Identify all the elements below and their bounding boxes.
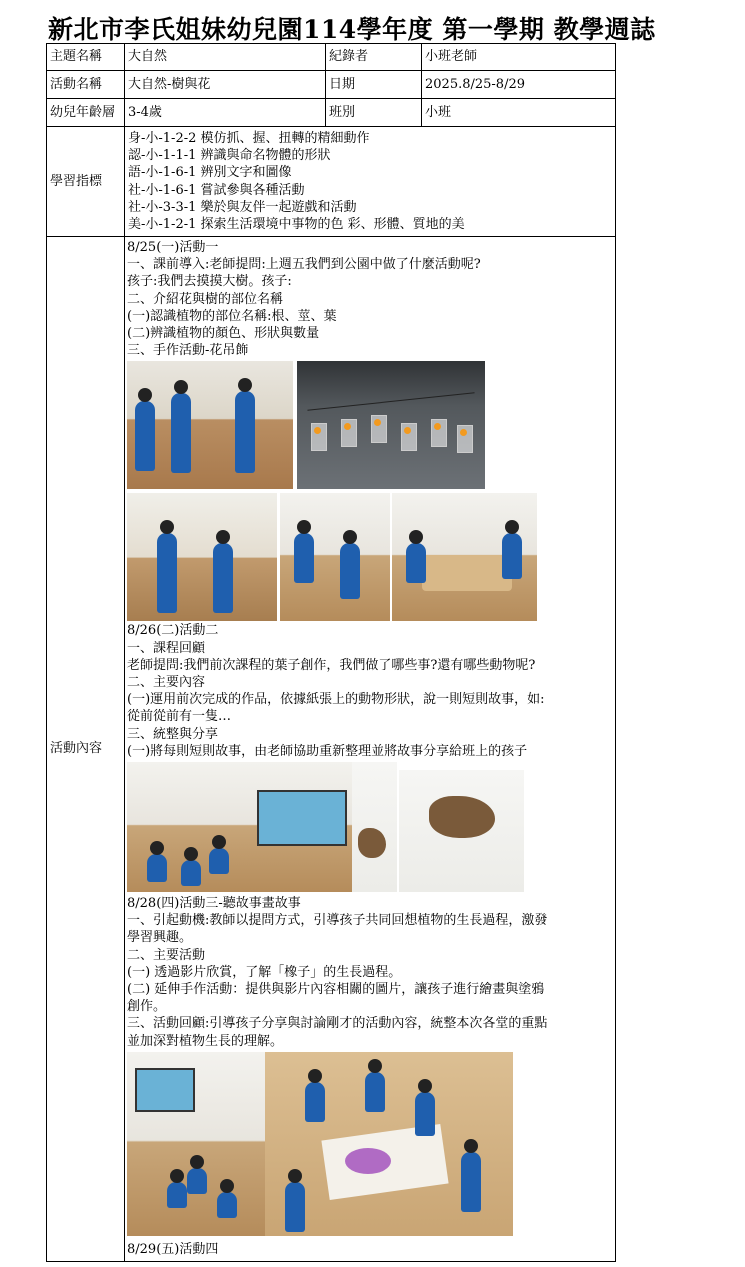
activity1-line: 一、課前導入:老師提問:上週五我們到公園中做了什麼活動呢? [127,257,481,273]
theme-value: 大自然 [125,44,326,71]
activity3-line: 並加深對植物生長的理解。 [127,1033,284,1049]
activity2-line: (一)將每則短則故事，由老師協助重新整理並將故事分享給班上的孩子 [127,743,528,759]
indicators-list [125,127,616,237]
indicator-item: 社-小-3-3-1 樂於與友伴一起遊戲和活動 [128,199,357,215]
activity1-line: (一)認識植物的部位名稱:根、莖、葉 [127,308,337,324]
activity3-line: 一、引起動機:教師以提問方式，引導孩子共同回想植物的生長過程，激發 [127,913,548,929]
age-label: 幼兒年齡層 [47,99,125,127]
indicator-item: 社-小-1-6-1 嘗試參與各種活動 [128,182,305,198]
activity2-line: 三、統整與分享 [127,726,219,742]
children-sitting-floor-photo [280,493,390,621]
leaf-art-paper-photo [352,762,397,892]
indicator-item: 語-小-1-6-1 辨別文字和圖像 [128,165,292,181]
age-value: 3-4歲 [125,99,326,127]
children-at-table-photo [392,493,537,621]
activity3-line: (一) 透過影片欣賞，了解「橡子」的生長過程。 [127,964,402,980]
activity2-line: 老師提問:我們前次課程的葉子創作，我們做了哪些事?還有哪些動物呢? [127,657,536,673]
activity2-photos [127,762,613,894]
activity1-line: 孩子:我們去摸摸大樹。孩子: [127,274,292,290]
activity1-photos [127,361,613,621]
content-cell [125,237,616,1262]
activity1-line: 二、介紹花與樹的部位名稱 [127,291,284,307]
activity3-line: 學習興趣。 [127,930,193,946]
activity3-line: 8/28(四)活動三-聽故事畫故事 [127,896,301,912]
class-label: 班別 [326,99,422,127]
activity2-line: 二、主要內容 [127,675,206,691]
indicator-item: 美-小-1-2-1 探索生活環境中事物的色 彩、形體、質地的美 [128,217,465,233]
activity1-line: 8/25(一)活動一 [127,240,219,255]
content-label: 活動內容 [47,237,125,1262]
page-title: 新北市李氏姐妹幼兒園114學年度 第一學期 教學週誌 [48,15,656,44]
activity1-line: (二)辨識植物的顏色、形狀與數量 [127,326,320,342]
activity-label: 活動名稱 [47,71,125,99]
theme-label: 主題名稱 [47,44,125,71]
activity3-line: (二) 延伸手作活動：提供與影片內容相關的圖片，讓孩子進行繪畫與塗鴉 [127,982,545,998]
activity2-line: 從前從前有一隻… [127,709,232,725]
activity4-line: 8/29(五)活動四 [127,1241,219,1257]
activity-value: 大自然-樹與花 [125,71,326,99]
activity3-line: 二、主要活動 [127,947,206,963]
classroom-story-photo [127,762,352,892]
video-viewing-photo [127,1052,265,1236]
weekly-log-table [46,43,616,1262]
date-value: 2025.8/25-8/29 [422,71,616,99]
indicators-label: 學習指標 [47,127,125,237]
activity2-line: (一)運用前次完成的作品，依據紙張上的動物形狀，說一則短則故事，如: [127,692,545,708]
indicator-item: 認-小-1-1-1 辨識與命名物體的形狀 [128,147,331,163]
class-value: 小班 [422,99,616,127]
activity2-line: 8/26(二)活動二 [127,623,219,639]
leaf-animal-artwork-photo [399,770,524,892]
recorder-label: 紀錄者 [326,44,422,71]
recorder-value: 小班老師 [422,44,616,71]
activity3-line: 創作。 [127,999,167,1015]
flower-hanging-crafts-photo [297,361,485,489]
date-label: 日期 [326,71,422,99]
children-holding-crafts-photo [127,361,293,489]
activity3-line: 三、活動回顧:引導孩子分享與討論剛才的活動內容，統整本次各堂的重點 [127,1016,548,1032]
children-showing-leaves-photo [127,493,277,621]
children-drawing-photo [265,1052,513,1236]
activity3-photos [127,1052,613,1240]
indicator-item: 身-小-1-2-2 模仿抓、握、扭轉的精細動作 [128,130,370,146]
activity2-line: 一、課程回顧 [127,640,206,656]
activity1-line: 三、手作活動-花吊飾 [127,343,249,359]
